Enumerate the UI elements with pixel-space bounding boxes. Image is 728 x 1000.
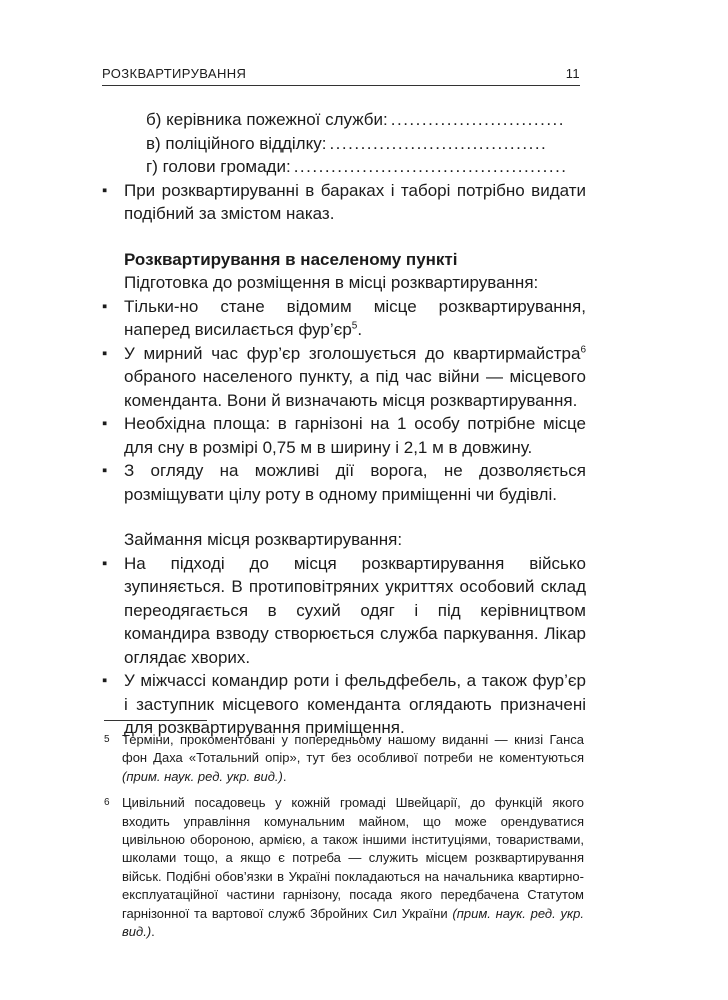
list-item: г) голови громади: ............................................ bbox=[146, 157, 568, 176]
footnote-divider bbox=[104, 720, 207, 721]
footnote-number: 6 bbox=[104, 797, 110, 809]
running-header bbox=[102, 66, 580, 86]
footnote: 6 Цивільний посадовець у кожній громаді Швейцарії, до функцій якого входить управління комунальним майном, що може орендуватися цивільною обороною, армією, а також іншими інституціями, товариствами, школами тощо, а якщо є потреба — служить місцем розквартирування військ. Подібні обов’язки в Україні покладаються на начальника квартирно-експлуатаційної частини гарнізону, посада якого передбачена Статутом гарнізонної та вартової служб Збройних Сил України (прим. наук. ред. укр. вид.). bbox=[104, 794, 584, 941]
section-lead: Підготовка до розміщення в місці розквартирування: bbox=[124, 273, 539, 292]
footnote-number: 5 bbox=[104, 734, 110, 745]
bullet-item: ▪ Необхідна площа: в гарнізоні на 1 особу потрібне місце для сну в розмірі 0,75 м в ширину і 2,1 м в довжину. bbox=[102, 412, 586, 459]
header-title: РОЗКВАРТИРУВАННЯ bbox=[102, 66, 247, 81]
section-heading: Розквартирування в населеному пункті bbox=[124, 249, 458, 269]
list-item: в) поліційного відділку: ................................... bbox=[146, 133, 548, 153]
page-number: 11 bbox=[565, 66, 580, 81]
bullet-barracks: ▪ При розквартируванні в бараках і таборі потрібно видати подібний за змістом наказ. bbox=[102, 179, 586, 226]
footnote-ref: 6 bbox=[580, 343, 586, 355]
footnote: 5 Терміни, прокоментовані у попередньому нашому виданні — книзі Ганса фон Даха «Тотальний опір», тут без особливої потреби не коментуються (прим. наук. ред. укр. вид.). bbox=[104, 731, 584, 786]
main-text bbox=[102, 108, 586, 740]
bullet-item: ▪ На підході до місця розквартирування військо зупиняється. В протиповітряних укриттях особовий склад переодягається в сухий одяг і під керівництвом командира взводу створюється служба паркування. Лікар оглядає хворих. bbox=[102, 552, 586, 670]
footnotes bbox=[104, 731, 584, 941]
footnote-ref: 5 bbox=[351, 320, 358, 332]
bullet-item: ▪ З огляду на можливі дії ворога, не дозволяється розміщувати цілу роту в одному приміщенні чи будівлі. bbox=[102, 459, 586, 506]
list-item: б) керівника пожежної служби: ............................ bbox=[146, 110, 565, 129]
bullet-item: ▪ У міжчассі командир роти і фельдфебель, а також фур’єр і заступник місцевого коменданта оглядають призначені для розквартирування приміщення. bbox=[102, 669, 586, 740]
bullet-item: ▪ У мирний час фур’єр зголошується до квартирмайстра$^6$ обраного населеного пункту, а під час війни — місцевого коменданта. Вони й визначають місця розквартирування. bbox=[102, 342, 586, 413]
bullet-item: ▪ Тільки-но стане відомим місце розквартирування, наперед висилається $фур’єр^5$. bbox=[102, 295, 586, 342]
section-lead: Займання місця розквартирування: bbox=[124, 530, 403, 549]
